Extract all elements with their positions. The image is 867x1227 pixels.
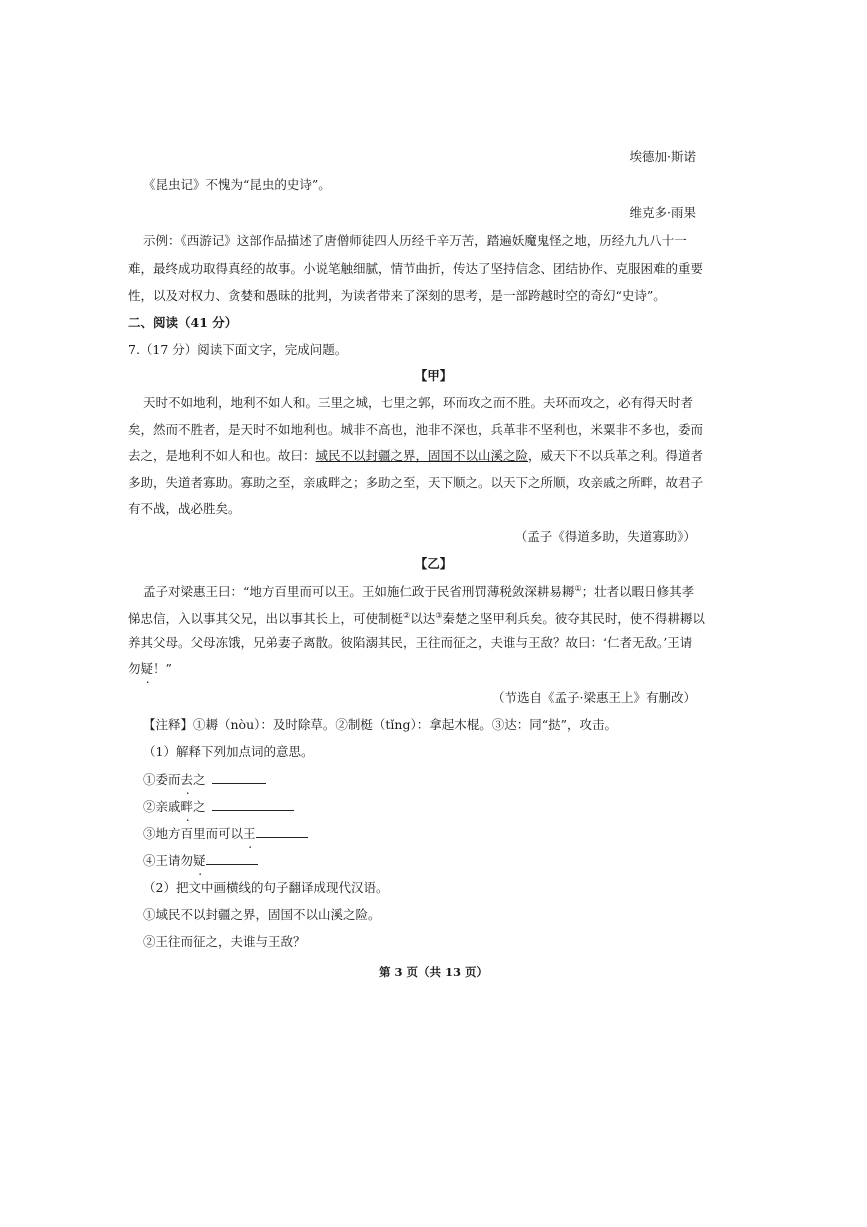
dotted-word: 王: [243, 826, 256, 841]
answer-blank[interactable]: [206, 851, 258, 865]
passage-yi-line: [128, 660, 172, 678]
passage-jia-line: [128, 447, 703, 465]
passage-jia-line: 有不战，战必胜矣。: [128, 501, 241, 516]
passage-text: ，威天下不以兵革之利。得道者: [528, 448, 704, 463]
passage-text: ！”: [153, 661, 172, 676]
passage-text: 秦楚之坚甲利兵矣。彼夺其民时，使不得耕耨以: [442, 611, 705, 627]
passage-text: 悌忠信，入以事其父兄，出以事其长上，可使制梃: [128, 611, 404, 627]
item-text: ②亲戚: [143, 799, 181, 814]
passage-jia-source: （孟子《得道多助，失道寡助》）: [514, 529, 696, 544]
item-text: 之: [193, 799, 206, 814]
answer-blank[interactable]: [256, 824, 308, 838]
passage-text: 孟子对梁惠王曰：“地方百里而可以王。王如施仁政于民省刑罚薄税敛深耕易耨: [143, 584, 575, 600]
blank-item-4: [143, 851, 258, 870]
translate-item-1: ①域民不以封疆之界，固国不以山溪之险。: [143, 907, 381, 922]
passage-text: ；壮者以暇日修其孝: [581, 584, 695, 600]
dotted-word: 去: [180, 772, 194, 787]
example-line-1: 示例：《西游记》这部作品描述了唐僧师徒四人历经千辛万苦，踏遍妖魔鬼怪之地，历经九九八十一: [143, 233, 687, 248]
passage-yi-source: （节选自《孟子·梁惠王上》有删改）: [492, 690, 696, 705]
example-line-2: 难，最终成功取得真经的故事。小说笔触细腻，情节曲折，传达了坚持信念、团结协作、克服困难的重要: [128, 261, 704, 276]
item-text: ④王请勿: [143, 853, 194, 868]
item-text: 之: [193, 772, 206, 787]
quote-line: 《昆虫记》不愧为“昆虫的史诗”。: [143, 177, 331, 192]
passage-text: 以达: [410, 611, 436, 627]
author-edgar-snow: 埃德加·斯诺: [629, 149, 696, 164]
underlined-sentence: 域民不以封疆之界，固国不以山溪之险: [315, 448, 529, 463]
answer-blank[interactable]: [212, 770, 266, 784]
blank-item-2: [143, 797, 294, 816]
footnote-marker: ②: [403, 611, 411, 620]
item-text: ①委而: [143, 772, 181, 787]
footnote-marker: ①: [574, 584, 582, 593]
annotation-note: 【注释】①耨（nòu）：及时除草。②制梃（tǐng）：拿起木棍。③达：同“挞”，攻击。: [143, 717, 617, 732]
answer-blank[interactable]: [212, 797, 294, 811]
passage-yi-line: [128, 607, 705, 628]
passage-yi-title: 【乙】: [414, 556, 453, 571]
passage-text: 勿: [128, 661, 141, 676]
sub-question-1: （1）解释下列加点词的意思。: [143, 744, 314, 759]
section-heading: 二、阅读（41 分）: [128, 315, 238, 330]
sub-question-2: （2）把文中画横线的句子翻译成现代汉语。: [143, 880, 389, 895]
item-text: ③地方百里而可以: [143, 826, 244, 841]
passage-jia-line: 多助，失道者寡助。寡助之至，亲戚畔之；多助之至，天下顺之。以天下之所顺，攻亲戚之所畔，故君子: [128, 475, 704, 490]
author-victor-hugo: 维克多·雨果: [629, 205, 696, 220]
passage-jia-title: 【甲】: [414, 368, 453, 383]
example-line-3: 性，以及对权力、贪婪和愚昧的批判，为读者带来了深刻的思考，是一部跨越时空的奇幻“史诗”。: [128, 288, 666, 303]
passage-yi-line: 养其父母。父母冻饿，兄弟妻子离散。彼陷溺其民，王往而征之，夫谁与王敌？故曰：‘仁者无敌。’王请: [128, 635, 693, 650]
blank-item-3: [143, 824, 308, 843]
dotted-word: 疑: [193, 853, 206, 868]
question-7-stem: 7.（17 分）阅读下面文字，完成问题。: [128, 342, 348, 357]
passage-jia-line: 矣，然而不胜者，是天时不如地利也。城非不高也，池非不深也，兵革非不坚利也，米粟非不多也，委而: [128, 422, 704, 437]
footnote-marker: ③: [435, 611, 443, 620]
passage-jia-line: 天时不如地利，地利不如人和。三里之城，七里之郭，环而攻之而不胜。夫环而攻之，必有得天时者: [143, 395, 694, 410]
blank-item-1: [143, 770, 266, 789]
dotted-word: 畔: [180, 799, 194, 814]
passage-yi-line: [143, 580, 694, 601]
dotted-word: 疑: [140, 661, 154, 676]
passage-text: 去之，是地利不如人和也。故曰：: [128, 448, 316, 463]
translate-item-2: ②王往而征之，夫谁与王敌？: [143, 934, 306, 949]
page-footer: 第 3 页（共 13 页）: [378, 965, 489, 979]
